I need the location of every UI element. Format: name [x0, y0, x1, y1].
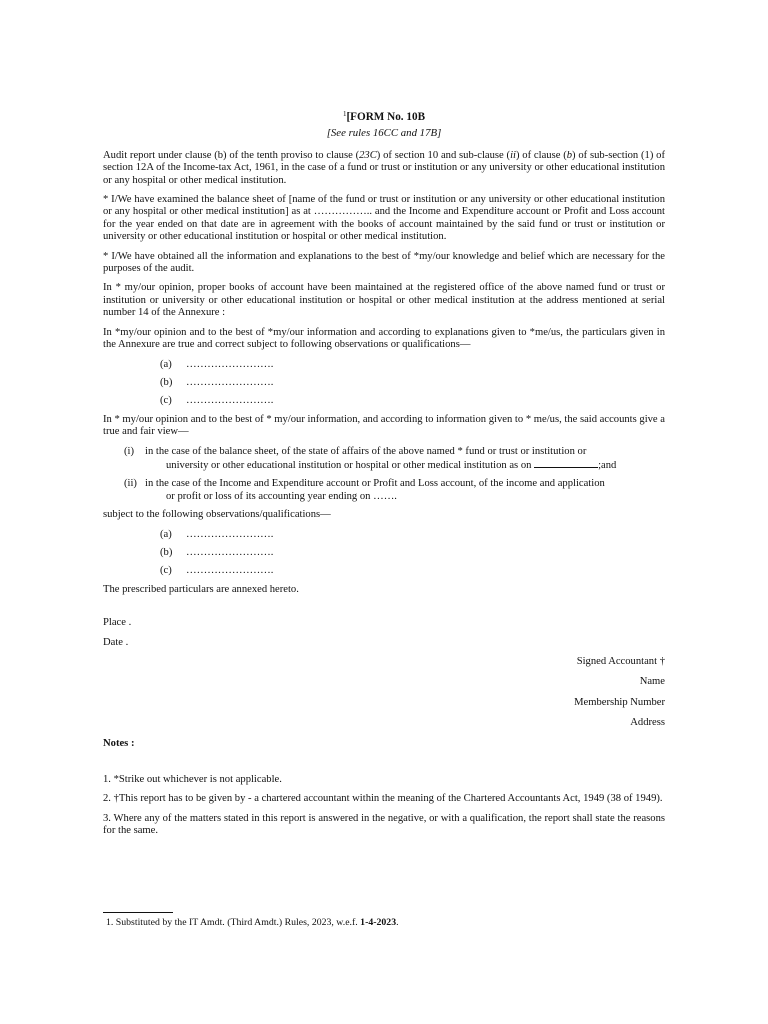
form-subtitle: [See rules 16CC and 17B] [326, 127, 442, 140]
books-paragraph: In * my/our opinion, proper books of account have been maintained at the registered office of the above named fund or trust or institution or university or other educational institution or hospital or other medical institution at the address mentioned at serial number 14 of the Annexure : [103, 282, 665, 319]
list-item-text: ……………………. [186, 376, 274, 388]
membership-number: Membership Number [574, 696, 665, 708]
date-blank-line [534, 458, 598, 468]
list-item-label: (a) [160, 528, 172, 540]
intro-text-4: ) of sub-section (1) of section 12A of the Income-tax Act, 1961, in the case of a fund or trust or institution or any university or other educational institution or any hospital or other medical institution. [103, 149, 666, 186]
intro-paragraph [103, 150, 665, 187]
list-item [103, 565, 665, 577]
footnote-end: . [396, 917, 399, 928]
qualifications-list-1 [103, 359, 665, 408]
particulars-paragraph: In *my/our opinion and to the best of *my/our information and according to explanations given to *me/us, the particulars given in the Annexure are true and correct subject to following observations or qualifications— [103, 326, 665, 351]
roman-ii-text-1: in the case of the Income and Expenditure account or Profit and Loss account, of the income and application [145, 478, 605, 490]
list-item-text: ……………………. [186, 528, 274, 540]
roman-label: (ii) [124, 478, 137, 490]
date-line: Date . [103, 636, 129, 648]
note-2: 2. †This report has to be given by - a chartered accountant within the meaning of the Chartered Accountants Act, 1949 (38 of 1949). [103, 793, 663, 805]
list-item-text: ……………………. [186, 358, 274, 370]
list-item [103, 395, 665, 407]
roman-i-text-2: university or other educational institution or hospital or other medical institution as on [166, 459, 532, 471]
roman-text [145, 478, 665, 503]
annexed-paragraph: The prescribed particulars are annexed hereto. [103, 583, 299, 595]
roman-text [145, 446, 665, 473]
intro-italic-2: ii [510, 149, 516, 161]
intro-text-3: ) of clause ( [515, 149, 567, 161]
footnote-text: 1. Substituted by the IT Amdt. (Third Amdt.) Rules, 2023, w.e.f. [106, 917, 361, 928]
signer-address: Address [630, 717, 665, 729]
footnote-divider [103, 912, 173, 913]
list-item-label: (b) [160, 376, 173, 388]
roman-ii-text-2: or profit or loss of its accounting year ending on ……. [166, 490, 397, 502]
spacer [103, 603, 665, 617]
note-3: 3. Where any of the matters stated in this report is answered in the negative, or with a qualification, the report shall state the reasons for the same. [103, 812, 665, 837]
list-item-label: (c) [160, 395, 172, 407]
list-item-label: (b) [160, 546, 173, 558]
true-fair-paragraph: In * my/our opinion and to the best of * my/our information, and according to information given to * me/us, the said accounts give a true and fair view— [103, 413, 665, 438]
subject-paragraph: subject to the following observations/qualifications— [103, 509, 331, 521]
place-line: Place . [103, 617, 132, 629]
notes-heading: Notes : [103, 737, 135, 749]
footnote [106, 917, 399, 928]
intro-text-1: Audit report under clause (b) of the tenth proviso to clause ( [103, 149, 360, 161]
roman-i-text-1: in the case of the balance sheet, of the state of affairs of the above named * fund or trust or institution or [145, 445, 587, 457]
list-item-text: ……………………. [186, 565, 274, 577]
roman-item-ii [103, 478, 665, 503]
list-item-label: (a) [160, 358, 172, 370]
examined-paragraph: * I/We have examined the balance sheet of [name of the fund or trust or institution or any university or other educational institution or any hospital or other medical institution] as at …………….. and the Income and Expenditure account or Profit and Loss account for the year ended on that date are in agreement with the books of account maintained by the said fund or trust or institution or university or other educational institution or hospital or other medical institution. [103, 194, 665, 243]
roman-item-i [103, 446, 665, 473]
form-document [103, 108, 665, 845]
intro-text-2: ) of section 10 and sub-clause ( [376, 149, 511, 161]
title-footnote-ref: 1 [342, 110, 347, 118]
roman-i-line-2 [145, 458, 665, 472]
note-1: 1. *Strike out whichever is not applicable. [103, 774, 282, 786]
list-item [103, 547, 665, 559]
list-item [103, 359, 665, 371]
roman-label: (i) [124, 445, 134, 457]
form-title-text: [FORM No. 10B [346, 111, 426, 123]
list-item [103, 529, 665, 541]
obtained-paragraph: * I/We have obtained all the information and explanations to the best of *my/our knowledge and belief which are necessary for the purposes of the audit. [103, 250, 665, 275]
list-item-text: ……………………. [186, 395, 274, 407]
list-item-label: (c) [160, 565, 172, 577]
form-title [103, 108, 665, 123]
signer-name: Name [639, 676, 665, 688]
list-item [103, 377, 665, 389]
footnote-date: 1-4-2023 [360, 917, 397, 928]
signed-accountant: Signed Accountant † [576, 656, 665, 667]
list-item-text: ……………………. [186, 546, 274, 558]
intro-italic-3: b [566, 149, 573, 161]
roman-i-text-3: ;and [598, 459, 617, 471]
qualifications-list-2 [103, 529, 665, 578]
intro-italic-1: 23C [359, 149, 377, 161]
